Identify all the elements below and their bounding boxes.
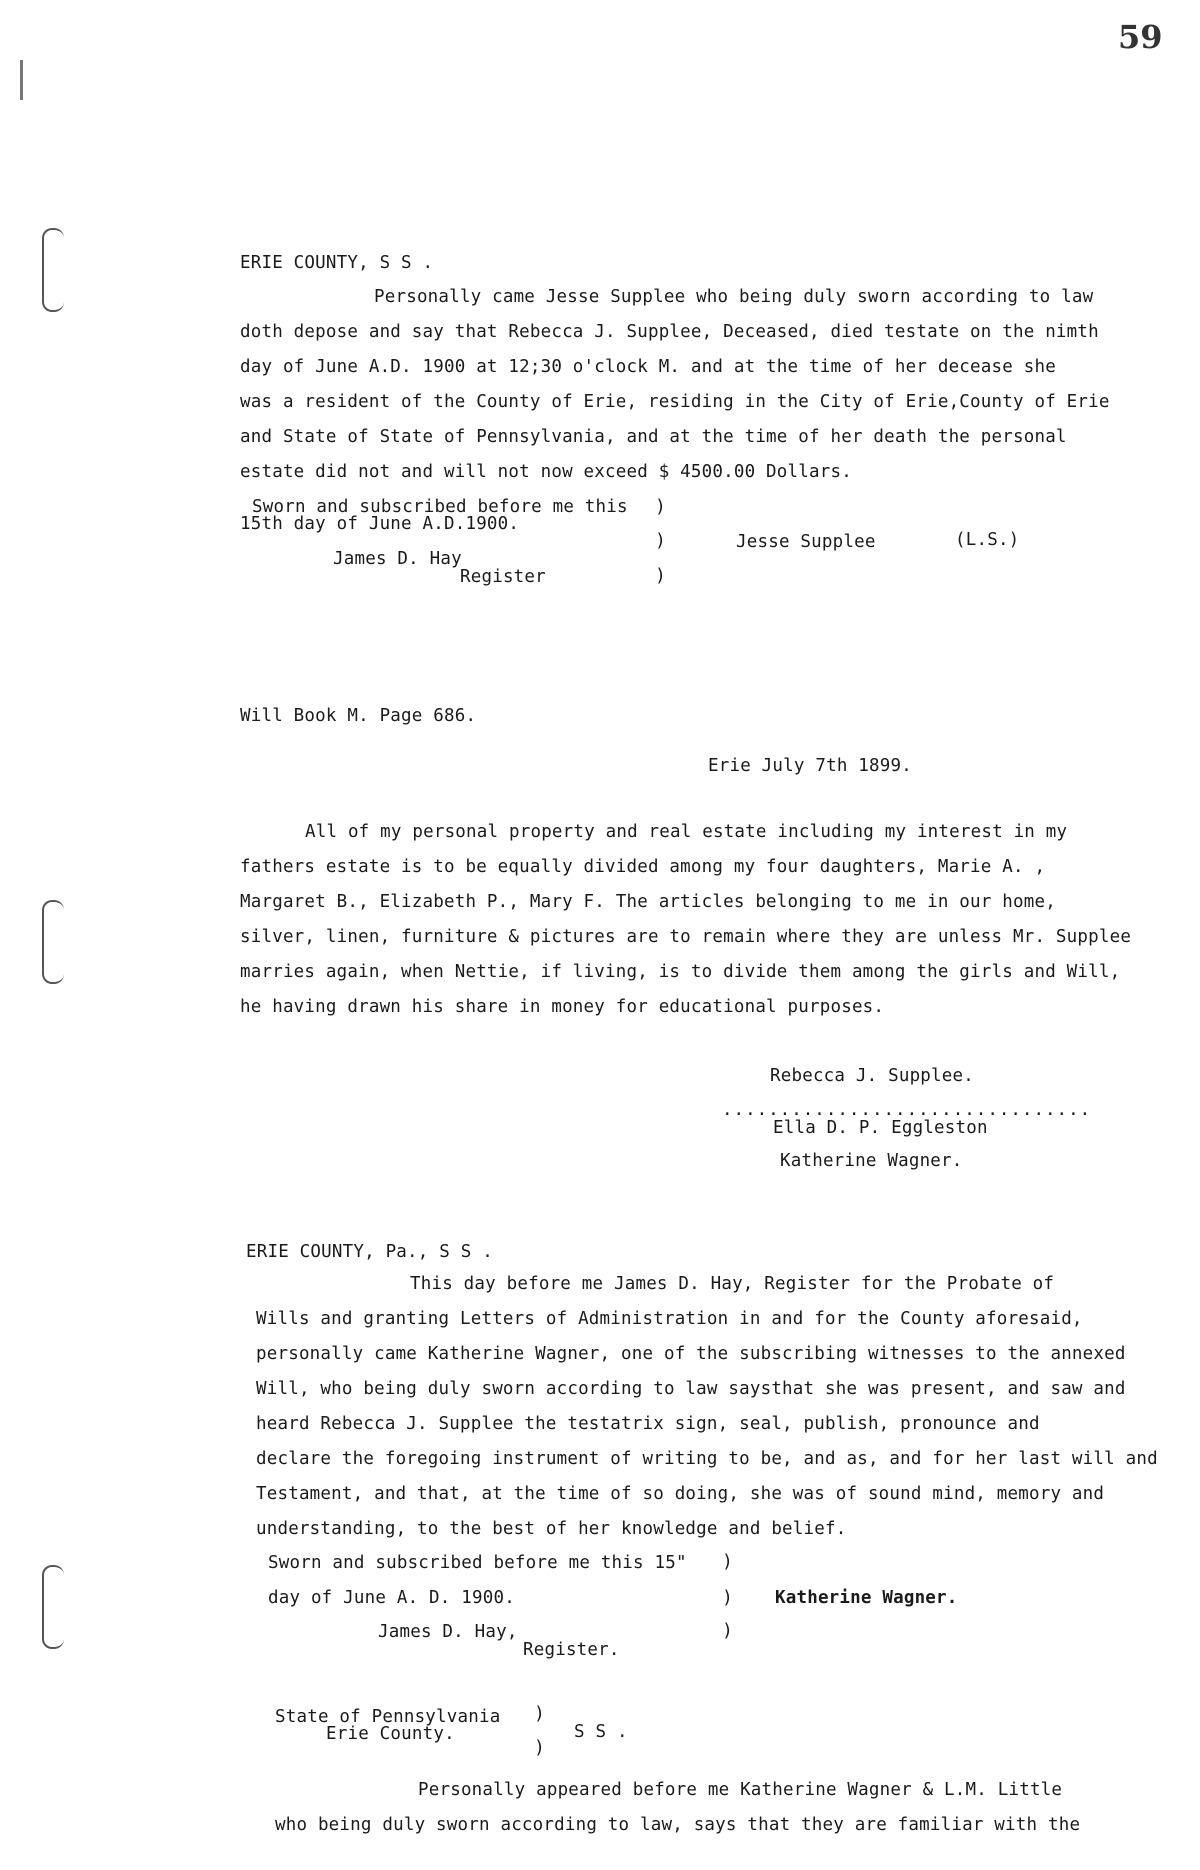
bracket-paren: ) — [534, 1737, 545, 1758]
witness-signature: Ella D. P. Eggleston — [773, 1118, 988, 1138]
county-line: Erie County. — [326, 1724, 455, 1744]
page-number: 59 — [1118, 18, 1163, 56]
affidavit3-line: who being duly sworn according to law, says that they are familiar with the — [275, 1815, 1081, 1835]
will-line: All of my personal property and real estate including my interest in my — [305, 822, 1068, 842]
will-line: fathers estate is to be equally divided among my four daughters, Marie A. , — [240, 857, 1046, 877]
affidavit1-line: Personally came Jesse Supplee who being duly sworn according to law — [374, 287, 1094, 307]
official-name: James D. Hay, — [378, 1622, 518, 1642]
affidavit1-line: doth depose and say that Rebecca J. Supplee, Deceased, died testate on the nimth — [240, 322, 1099, 342]
affidavit2-line: This day before me James D. Hay, Register for the Probate of — [410, 1274, 1055, 1294]
will-line: Margaret B., Elizabeth P., Mary F. The articles belonging to me in our home, — [240, 892, 1056, 912]
bracket-paren: ) — [722, 1587, 733, 1608]
affidavit1-line: was a resident of the County of Erie, residing in the City of Erie,County of Erie — [240, 392, 1110, 412]
sworn-line: Sworn and subscribed before me this — [252, 497, 628, 517]
seal-mark: (L.S.) — [955, 530, 1020, 550]
testatrix-signature: Rebecca J. Supplee. — [770, 1066, 974, 1086]
will-date: Erie July 7th 1899. — [708, 756, 912, 776]
bracket-paren: ) — [655, 565, 666, 586]
will-book-reference: Will Book M. Page 686. — [240, 706, 477, 726]
affidavit2-heading: ERIE COUNTY, Pa., S S . — [246, 1242, 493, 1262]
signer-name: Katherine Wagner. — [775, 1588, 958, 1608]
binder-hole-icon — [42, 228, 64, 312]
official-title: Register — [460, 567, 546, 587]
sworn-date: day of June A. D. 1900. — [268, 1588, 515, 1608]
affidavit1-line: day of June A.D. 1900 at 12;30 o'clock M. and at the time of her decease she — [240, 357, 1056, 377]
affidavit2-line: declare the foregoing instrument of writing to be, and as, and for her last will and — [256, 1449, 1158, 1469]
will-line: silver, linen, furniture & pictures are to remain where they are unless Mr. Supplee — [240, 927, 1132, 947]
affidavit2-line: personally came Katherine Wagner, one of the subscribing witnesses to the annexed — [256, 1344, 1126, 1364]
will-line: marries again, when Nettie, if living, is to divide them among the girls and Will, — [240, 962, 1121, 982]
dotted-line: ................................ — [722, 1100, 1092, 1120]
bracket-paren: ) — [655, 496, 666, 517]
signer-name: Jesse Supplee — [736, 532, 876, 552]
bracket-paren: ) — [534, 1703, 545, 1724]
affidavit1-line: and State of State of Pennsylvania, and at the time of her death the personal — [240, 427, 1067, 447]
ss-mark: S S . — [574, 1722, 628, 1742]
affidavit2-line: Will, who being duly sworn according to law saysthat she was present, and saw and — [256, 1379, 1126, 1399]
bracket-paren: ) — [722, 1620, 733, 1641]
affidavit3-line: Personally appeared before me Katherine Wagner & L.M. Little — [418, 1780, 1063, 1800]
witness-signature: Katherine Wagner. — [780, 1151, 963, 1171]
official-name: James D. Hay — [333, 549, 462, 569]
binder-hole-icon — [42, 900, 64, 984]
sworn-line: Sworn and subscribed before me this 15" — [268, 1553, 687, 1573]
edge-mark — [20, 60, 23, 100]
affidavit2-line: Wills and granting Letters of Administration in and for the County aforesaid, — [256, 1309, 1083, 1329]
official-title: Register. — [523, 1640, 620, 1660]
bracket-paren: ) — [722, 1551, 733, 1572]
affidavit2-line: understanding, to the best of her knowledge and belief. — [256, 1519, 847, 1539]
affidavit2-line: Testament, and that, at the time of so doing, she was of sound mind, memory and — [256, 1484, 1105, 1504]
binder-hole-icon — [42, 1565, 64, 1649]
sworn-date: 15th day of June A.D.1900. — [240, 514, 520, 534]
will-line: he having drawn his share in money for educational purposes. — [240, 997, 885, 1017]
affidavit1-heading: ERIE COUNTY, S S . — [240, 253, 434, 273]
bracket-paren: ) — [655, 530, 666, 551]
state-line: State of Pennsylvania — [275, 1707, 501, 1727]
affidavit2-line: heard Rebecca J. Supplee the testatrix sign, seal, publish, pronounce and — [256, 1414, 1040, 1434]
affidavit1-line: estate did not and will not now exceed $ 4500.00 Dollars. — [240, 462, 852, 482]
